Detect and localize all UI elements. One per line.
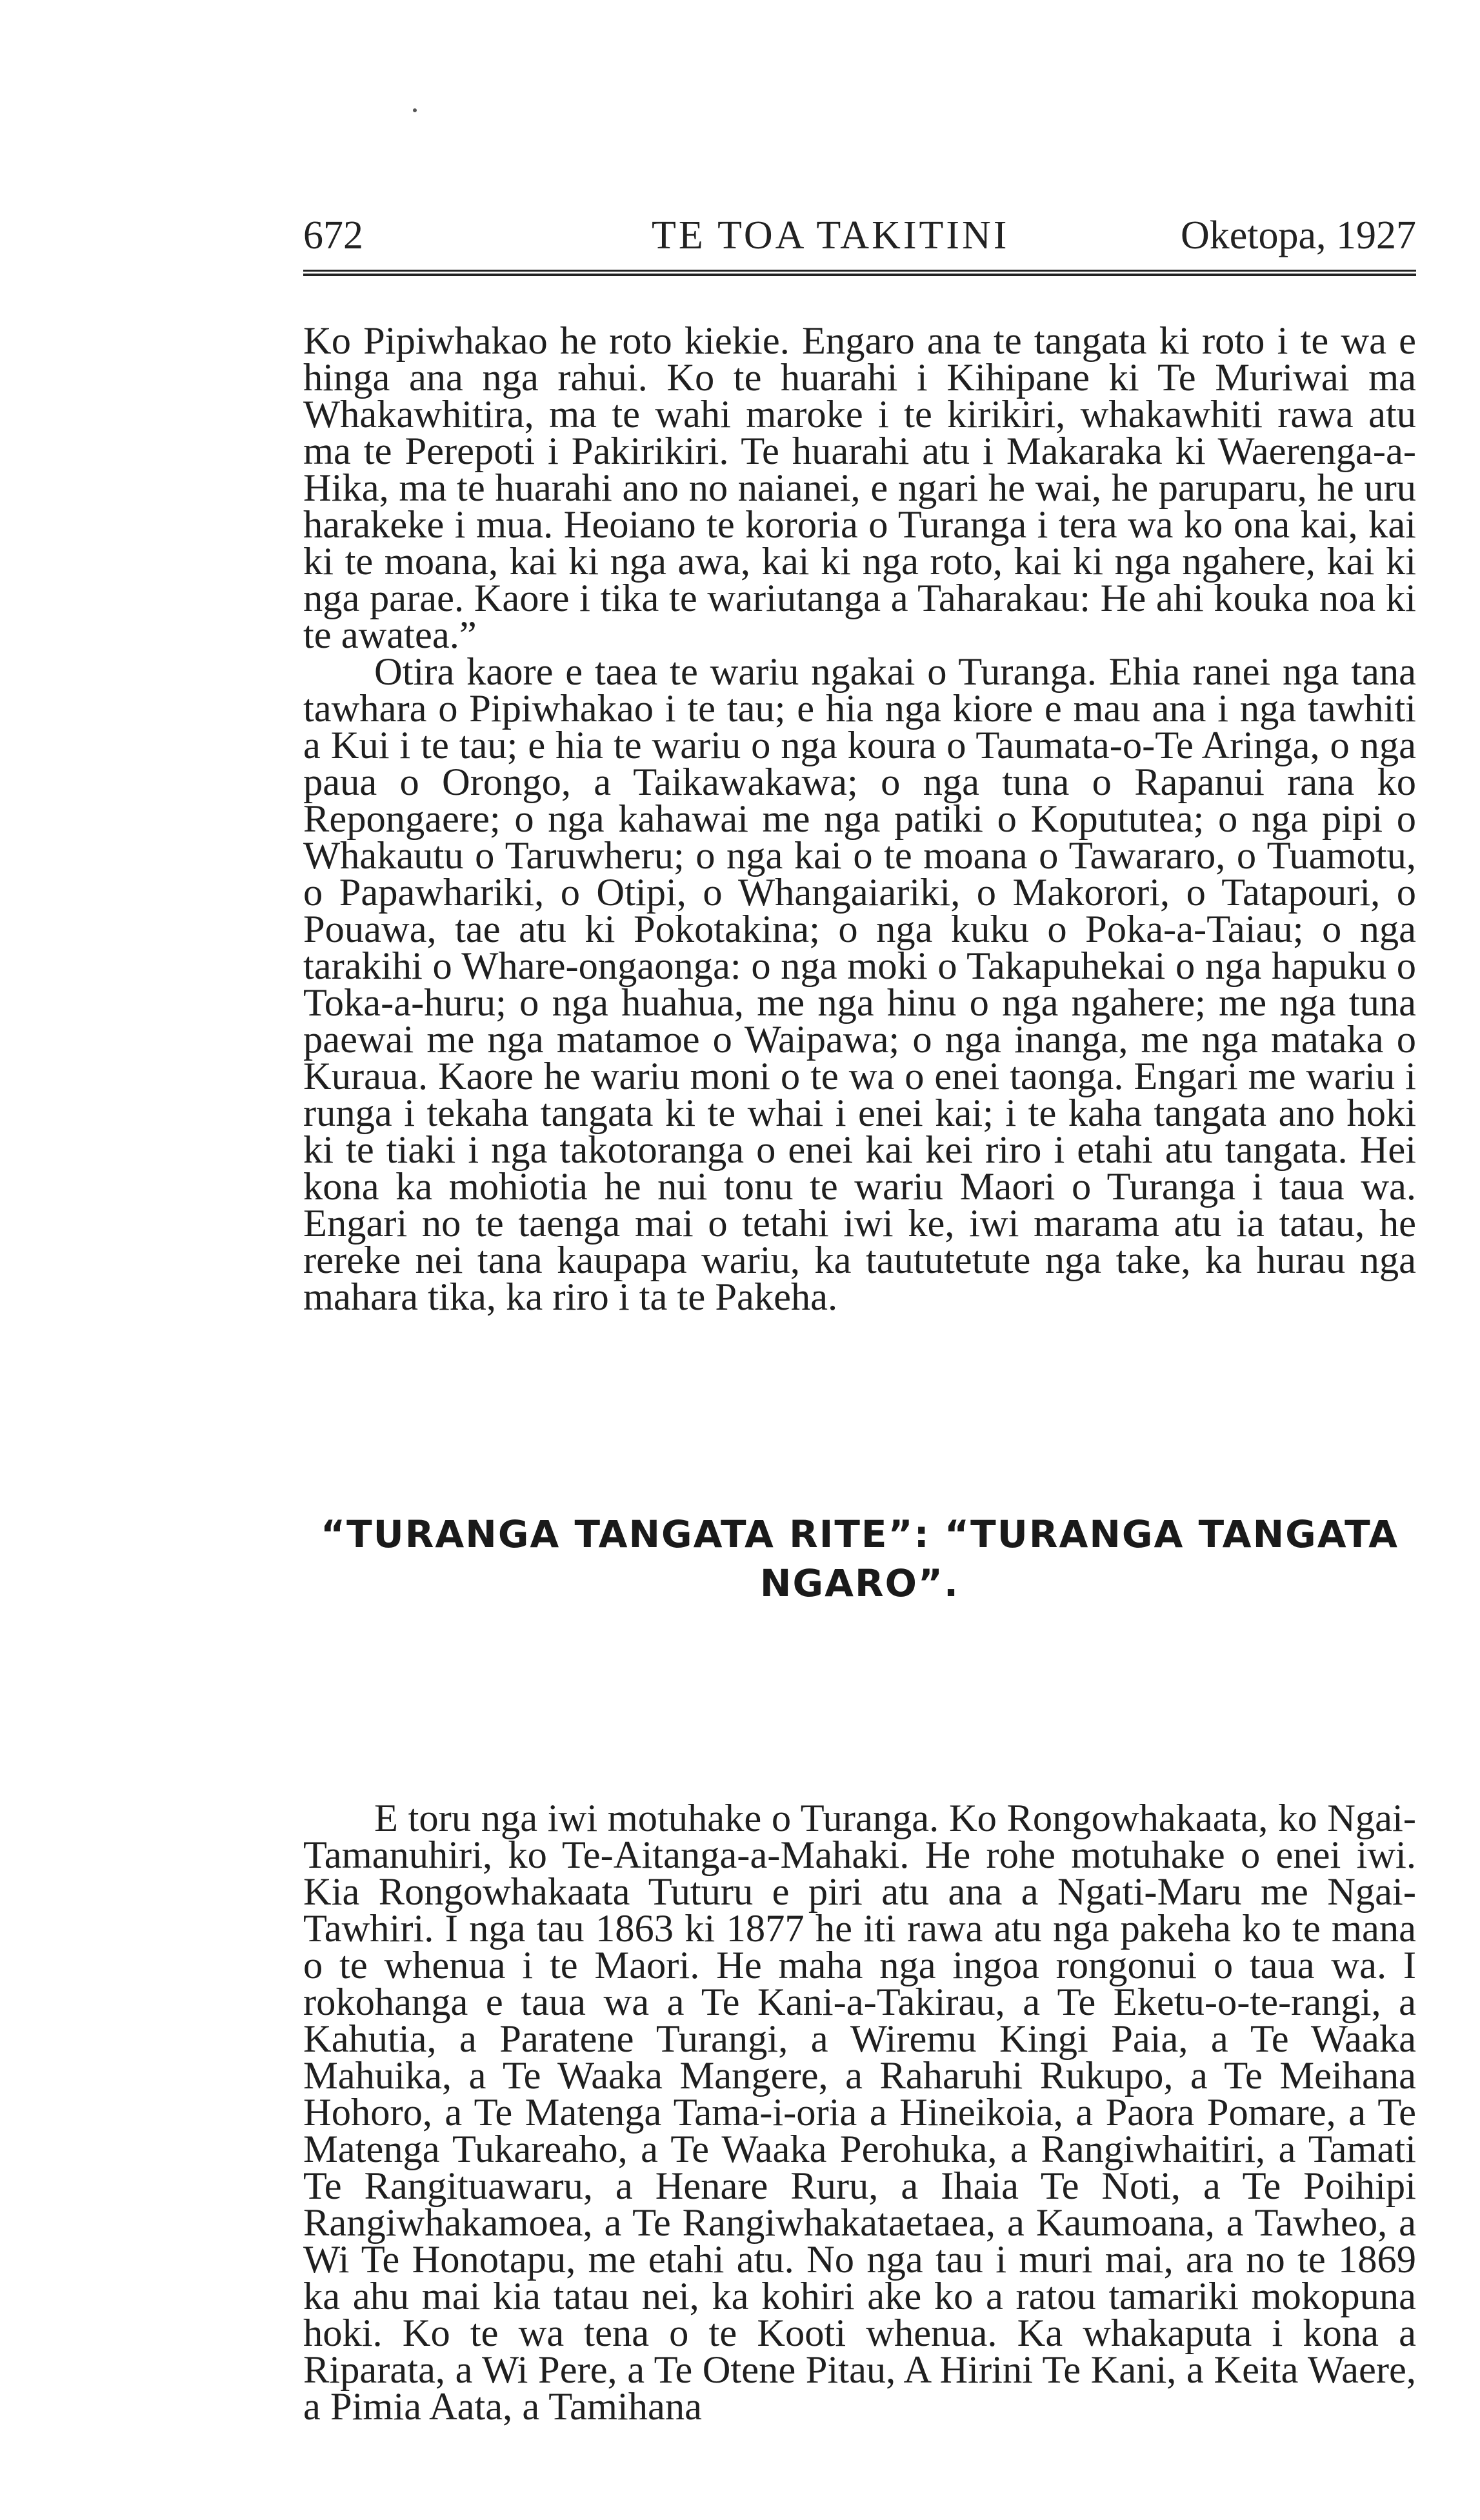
body-text-bottom xyxy=(303,1797,1416,2428)
issue-date: Oketopa, 1927 xyxy=(1180,214,1416,257)
header-double-rule xyxy=(303,270,1416,276)
running-header xyxy=(303,213,1416,265)
stray-ink-mark xyxy=(413,108,417,112)
body-text-top xyxy=(303,319,1416,1319)
section-heading: “TURANGA TANGATA RITE”: “TURANGA TANGATA NGARO”. xyxy=(320,1512,1399,1605)
paragraph: Otira kaore e taea te wariu ngakai o Turanga. Ehia ranei nga tana tawhara o Pipiwhakao i te tau; e hia nga kiore e mau ana i nga tawhiti a Kui i te tau; e hia te wariu o nga koura o Taumata-o-Te Aringa, o nga paua o Orongo, a Taikawakawa; o nga tuna o Rapanui rana ko Repongaere; o nga kahawai me nga patiki o Kopututeа; o nga pipi o Whakautu o Taruwheru; o nga kai o te moana o Tawararo, o Tuamotu, o Papawhariki, o Otipi, o Whangaiariki, o Makorori, o Tatapouri, o Pouawa, tae atu ki Pokotakina; o nga kuku o Poka-a-Taiau; o nga tarakihi o Whare-ongaonga: o nga moki o Takapuhekai o nga hapuku o Toka-a-huru; o nga huahua, me nga hinu o nga ngahere; me nga tuna paewai me nga matamoe o Waipawa; o nga inanga, me nga mataka o Kuraua. Kaore he wariu moni o te wa o enei taonga. Engari me wariu i runga i tekaha tangata ki te whai i enei kai; i te kaha tangata ano hoki ki te tiaki i nga takotoranga o enei kai kei riro i etahi atu tangata. Hei kona ka mohiotia he nui tonu te wariu Maori o Turanga i taua wa. Engari no te taenga mai o tetahi iwi ke, iwi marama atu ia tatau, he rereke nei tana kaupapa wariu, ka taututetute nga take, ka hurau nga mahara tika, ka riro i ta te Pakeha. xyxy=(303,650,1416,1319)
paragraph-continuation: Ko Pipiwhakao he roto kiekie. Engaro ana te tangata ki roto i te wa e hinga ana nga rahui. Ko te huarahi i Kihipane ki Te Muriwai ma Whakawhitira, ma te wahi maroke i te kirikiri, whakawhiti rawa atu ma te Perepoti i Pakirikiri. Te huarahi atu i Makaraka ki Waerenga-a-Hika, ma te huarahi ano no naianei, e ngari he wai, he paruparu, he uru harakeke i mua. Heoiano te kororia o Turanga i tera wa ko ona kai, kai ki te moana, kai ki nga awa, kai ki nga roto, kai ki nga ngahere, kai ki nga parae. Kaore i tika te wariutanga a Taharakau: He ahi kouka noa ki te awatea.” xyxy=(303,319,1416,657)
running-title: TE TOA TAKITINI xyxy=(652,214,1010,257)
paragraph: E toru nga iwi motuhake o Turanga. Ko Rongowhakaata, ko Ngai-Tamanuhiri, ko Te-Aitanga-a-Mahaki. He rohe motuhake o enei iwi. Kia Rongowhakaata Tuturu e piri atu ana a Ngati-Maru me Ngai-Tawhiri. I nga tau 1863 ki 1877 he iti rawa atu nga pakeha ko te mana o te whenua i te Maori. He maha nga ingoa rongonui o taua wa. I rokohanga e taua wa a Te Kani-a-Takirau, a Te Eketu-o-te-rangi, a Kahutia, a Paratene Turangi, a Wiremu Kingi Paia, a Te Waaka Mahuika, a Te Waaka Mangere, a Raharuhi Rukupo, a Te Meihana Hohoro, a Te Matenga Tama-i-oria a Hineikoia, a Paora Pomare, a Te Matenga Tukareaho, a Te Waaka Perohuka, a Rangiwhaitiri, a Tamati Te Rangituawaru, a Henare Ruru, a Ihaia Te Noti, a Te Poihipi Rangiwhakamoea, a Te Rangiwhakataetaea, a Kaumoana, a Tawheo, a Wi Te Honotapu, me etahi atu. No nga tau i muri mai, ara no te 1869 ka ahu mai kia tatau nei, ka kohiri ake ko a ratou tamariki mokopuna hoki. Ko te wa tena o te Kooti whenua. Ka whakaputa i kona a Riparata, a Wi Pere, a Te Otene Pitau, A Hirini Te Kani, a Keita Waere, a Pimia Aata, a Tamihana xyxy=(303,1797,1416,2428)
page-number: 672 xyxy=(303,214,363,257)
